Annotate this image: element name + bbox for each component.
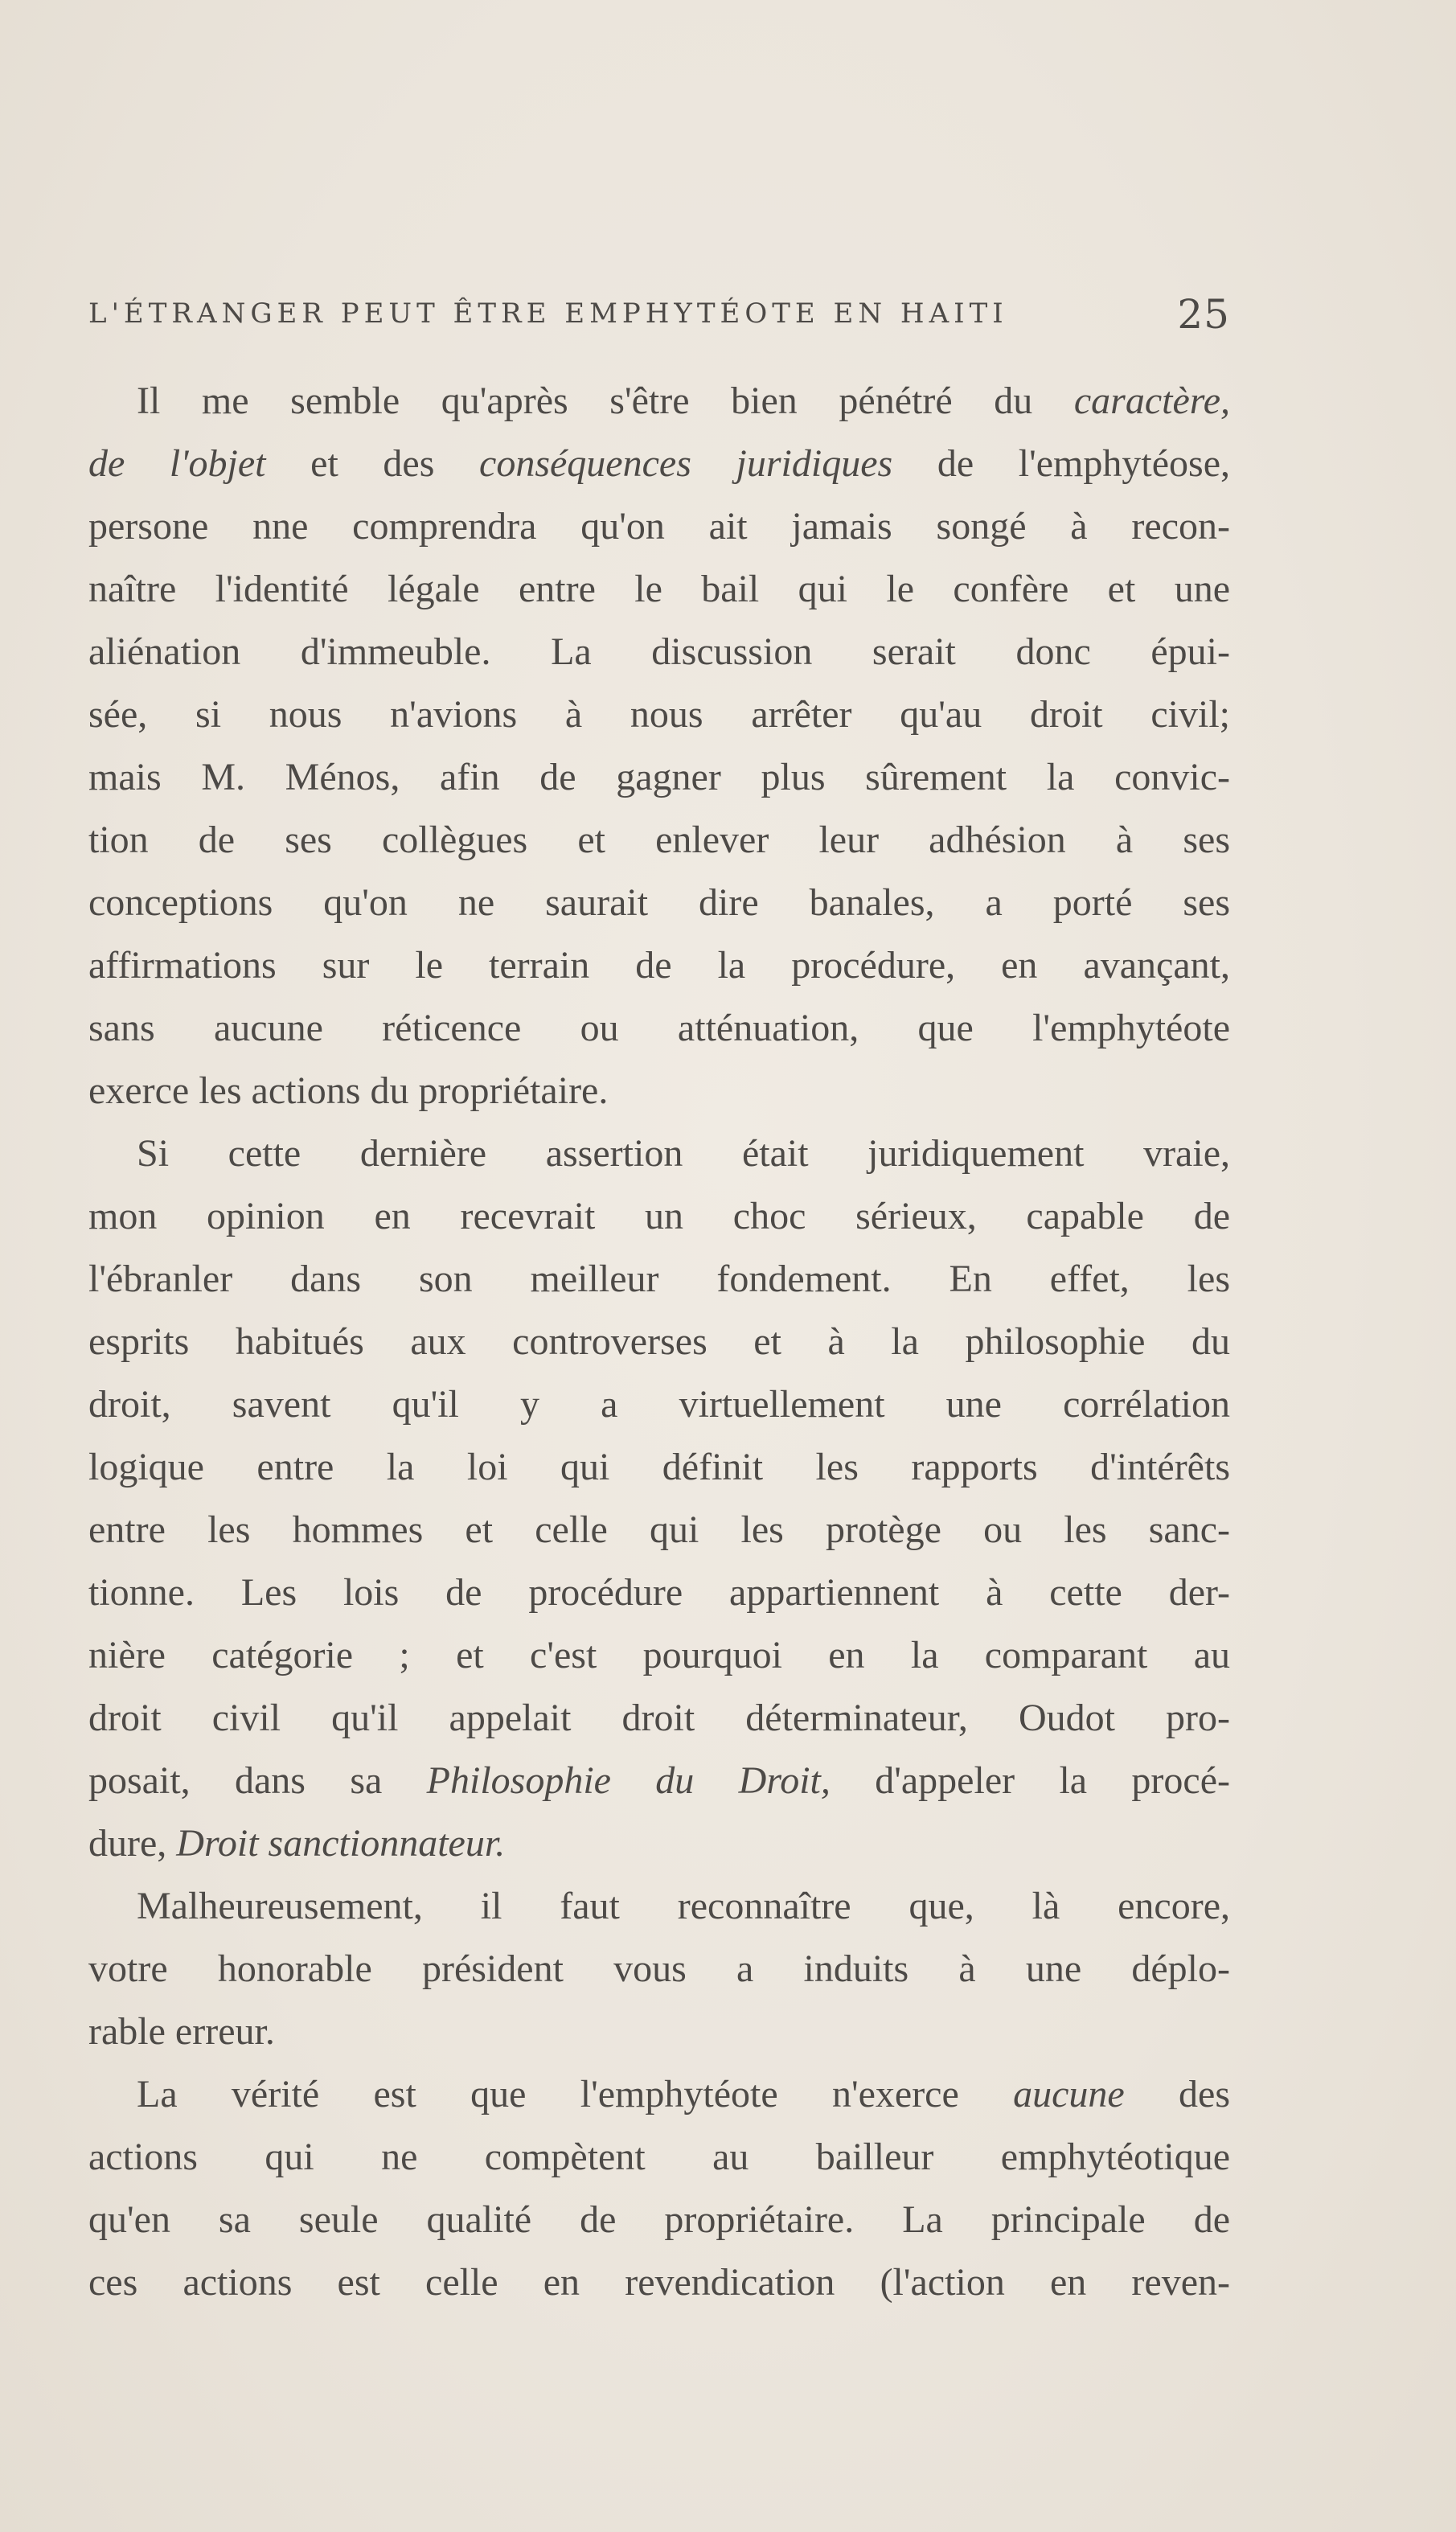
text-run: rable erreur. bbox=[88, 2010, 275, 2053]
text-line bbox=[88, 934, 1230, 997]
text-run: nière catégorie ; et c'est pourquoi en la comparant au bbox=[88, 1634, 1230, 1676]
text-run: Il me semble qu'après s'être bien pénétré du bbox=[137, 380, 1074, 422]
text-run: l'ébranler dans son meilleur fondement. En effet, les bbox=[88, 1258, 1230, 1300]
body-text bbox=[88, 370, 1230, 2314]
text-run: La vérité est que l'emphytéote n'exerce bbox=[137, 2073, 1014, 2115]
text-line bbox=[88, 1499, 1230, 1561]
text-run: dure, bbox=[88, 1822, 177, 1865]
text-line bbox=[88, 1561, 1230, 1624]
text-run: de l'emphytéose, bbox=[892, 442, 1231, 485]
text-run: exerce les actions du propriétaire. bbox=[88, 1069, 609, 1112]
text-run: sans aucune réticence ou atténuation, que l'emphytéote bbox=[88, 1007, 1230, 1049]
text-line bbox=[88, 746, 1230, 809]
text-line bbox=[88, 1436, 1230, 1499]
italic-phrase: conséquences juridiques bbox=[479, 442, 893, 485]
text-line bbox=[88, 1624, 1230, 1687]
text-line bbox=[88, 621, 1230, 683]
text-run: entre les hommes et celle qui les protège ou les sanc- bbox=[88, 1508, 1230, 1551]
running-title: L'ÉTRANGER PEUT ÊTRE EMPHYTÉOTE EN HAITI bbox=[88, 298, 1008, 330]
text-run: tionne. Les lois de procédure appartiennent à cette der- bbox=[88, 1571, 1230, 1614]
text-line bbox=[88, 558, 1230, 621]
text-line bbox=[88, 2126, 1230, 2189]
italic-phrase: Droit sanctionnateur. bbox=[176, 1822, 506, 1865]
text-run: droit, savent qu'il y a virtuellement une corrélation bbox=[88, 1383, 1230, 1426]
text-run: sée, si nous n'avions à nous arrêter qu'au droit civil; bbox=[88, 693, 1230, 736]
text-line bbox=[88, 1750, 1230, 1812]
text-run: Malheureusement, il faut reconnaître que, là encore, bbox=[137, 1885, 1230, 1927]
text-run: mon opinion en recevrait un choc sérieux, capable de bbox=[88, 1195, 1230, 1237]
italic-phrase: aucune bbox=[1013, 2073, 1125, 2115]
text-run: d'appeler la procé- bbox=[830, 1759, 1231, 1802]
text-line bbox=[88, 2189, 1230, 2251]
text-run: affirmations sur le terrain de la procédure, en avançant, bbox=[88, 944, 1230, 987]
text-run: ces actions est celle en revendication (l'action en reven- bbox=[88, 2261, 1230, 2304]
text-line bbox=[88, 2001, 1230, 2063]
italic-phrase: caractère, bbox=[1073, 380, 1230, 422]
text-run: droit civil qu'il appelait droit déterminateur, Oudot pro- bbox=[88, 1697, 1230, 1739]
text-line bbox=[88, 370, 1230, 433]
text-line bbox=[88, 1875, 1230, 1938]
text-line bbox=[88, 1373, 1230, 1436]
text-run: votre honorable président vous a induits à une déplo- bbox=[88, 1947, 1230, 1990]
page-number: 25 bbox=[1177, 291, 1230, 338]
text-run: naître l'identité légale entre le bail qui le confère et une bbox=[88, 568, 1230, 610]
text-run: conceptions qu'on ne saurait dire banales, a porté ses bbox=[88, 881, 1230, 924]
text-run: Si cette dernière assertion était juridiquement vraie, bbox=[137, 1132, 1230, 1175]
text-line bbox=[88, 809, 1230, 872]
text-run: aliénation d'immeuble. La discussion serait donc épui- bbox=[88, 630, 1230, 673]
italic-phrase: de l'objet bbox=[88, 442, 266, 485]
text-line bbox=[88, 1060, 1230, 1122]
text-line bbox=[88, 1687, 1230, 1750]
text-run: des bbox=[1124, 2073, 1231, 2115]
text-run: logique entre la loi qui définit les rapports d'intérêts bbox=[88, 1446, 1230, 1488]
text-run: et des bbox=[265, 442, 480, 485]
text-line bbox=[88, 997, 1230, 1060]
text-run: esprits habitués aux controverses et à la philosophie du bbox=[88, 1320, 1230, 1363]
text-run: qu'en sa seule qualité de propriétaire. La principale de bbox=[88, 2198, 1230, 2241]
text-line bbox=[88, 1311, 1230, 1373]
text-line bbox=[88, 1185, 1230, 1248]
text-run: persone nne comprendra qu'on ait jamais songé à recon- bbox=[88, 505, 1230, 548]
text-line bbox=[88, 1812, 1230, 1875]
text-line bbox=[88, 1938, 1230, 2001]
text-line bbox=[88, 2063, 1230, 2126]
text-line bbox=[88, 1248, 1230, 1311]
running-head bbox=[88, 291, 1230, 339]
text-line bbox=[88, 495, 1230, 558]
text-line bbox=[88, 433, 1230, 495]
text-run: actions qui ne compètent au bailleur emphytéotique bbox=[88, 2136, 1230, 2178]
italic-phrase: Philosophie du Droit, bbox=[426, 1759, 831, 1802]
text-line bbox=[88, 683, 1230, 746]
text-line bbox=[88, 872, 1230, 934]
text-run: tion de ses collègues et enlever leur adhésion à ses bbox=[88, 819, 1230, 861]
text-line bbox=[88, 2251, 1230, 2314]
text-run: posait, dans sa bbox=[88, 1759, 427, 1802]
text-run: mais M. Ménos, afin de gagner plus sûrement la convic- bbox=[88, 756, 1230, 798]
text-line bbox=[88, 1122, 1230, 1185]
